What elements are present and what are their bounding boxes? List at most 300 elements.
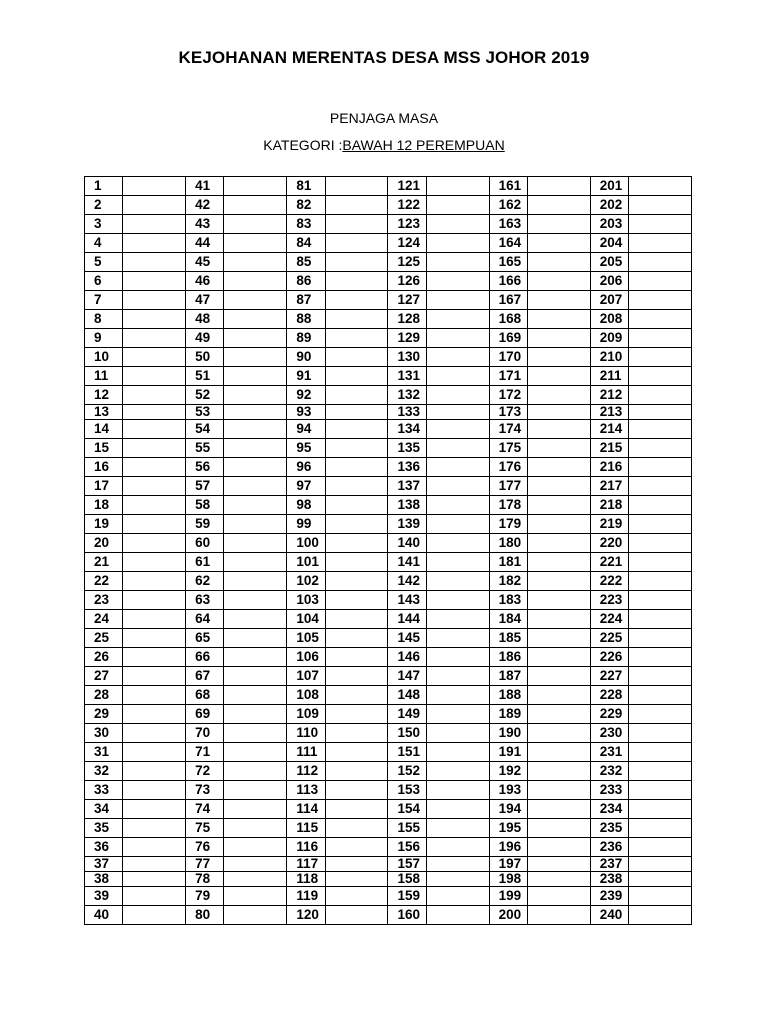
time-entry-cell[interactable]: [629, 405, 692, 420]
runner-number-cell: 224: [590, 610, 628, 629]
time-entry-cell[interactable]: [123, 534, 186, 553]
runner-number-cell: 147: [388, 667, 426, 686]
time-entry-cell[interactable]: [426, 329, 489, 348]
time-entry-cell[interactable]: [629, 667, 692, 686]
time-entry-cell[interactable]: [123, 367, 186, 386]
time-entry-cell[interactable]: [527, 667, 590, 686]
time-entry-cell[interactable]: [426, 272, 489, 291]
time-entry-cell[interactable]: [325, 196, 388, 215]
time-entry-cell[interactable]: [224, 553, 287, 572]
time-entry-cell[interactable]: [527, 515, 590, 534]
runner-number-cell: 20: [85, 534, 123, 553]
time-entry-cell[interactable]: [527, 887, 590, 906]
time-entry-cell[interactable]: [426, 800, 489, 819]
runner-number-cell: 99: [287, 515, 325, 534]
time-entry-cell[interactable]: [527, 310, 590, 329]
time-entry-cell[interactable]: [629, 610, 692, 629]
runner-number-cell: 218: [590, 496, 628, 515]
time-entry-cell[interactable]: [325, 629, 388, 648]
time-entry-cell[interactable]: [123, 629, 186, 648]
runner-number-cell: 117: [287, 857, 325, 872]
time-entry-cell[interactable]: [123, 348, 186, 367]
time-entry-cell[interactable]: [224, 838, 287, 857]
time-entry-cell[interactable]: [426, 686, 489, 705]
table-row: [85, 234, 692, 253]
runner-number-cell: 190: [489, 724, 527, 743]
time-entry-cell[interactable]: [325, 310, 388, 329]
runner-number-cell: 33: [85, 781, 123, 800]
time-entry-cell[interactable]: [123, 215, 186, 234]
time-entry-cell[interactable]: [629, 234, 692, 253]
time-entry-cell[interactable]: [426, 348, 489, 367]
time-entry-cell[interactable]: [629, 386, 692, 405]
runner-number-cell: 230: [590, 724, 628, 743]
time-entry-cell[interactable]: [123, 386, 186, 405]
time-entry-cell[interactable]: [527, 291, 590, 310]
time-entry-cell[interactable]: [325, 743, 388, 762]
time-entry-cell[interactable]: [325, 648, 388, 667]
time-entry-cell[interactable]: [325, 553, 388, 572]
time-entry-cell[interactable]: [629, 648, 692, 667]
runner-number-cell: 146: [388, 648, 426, 667]
runner-number-cell: 145: [388, 629, 426, 648]
time-entry-cell[interactable]: [629, 458, 692, 477]
time-entry-cell[interactable]: [325, 420, 388, 439]
time-entry-cell[interactable]: [224, 906, 287, 925]
time-entry-cell[interactable]: [123, 310, 186, 329]
time-entry-cell[interactable]: [224, 743, 287, 762]
time-entry-cell[interactable]: [325, 686, 388, 705]
runner-number-cell: 112: [287, 762, 325, 781]
table-row: [85, 857, 692, 872]
time-entry-cell[interactable]: [325, 405, 388, 420]
time-entry-cell[interactable]: [224, 420, 287, 439]
time-entry-cell[interactable]: [527, 648, 590, 667]
runner-number-cell: 204: [590, 234, 628, 253]
time-entry-cell[interactable]: [325, 800, 388, 819]
time-entry-cell[interactable]: [123, 800, 186, 819]
time-entry-cell[interactable]: [527, 329, 590, 348]
time-entry-cell[interactable]: [123, 177, 186, 196]
time-entry-cell[interactable]: [527, 906, 590, 925]
time-entry-cell[interactable]: [123, 329, 186, 348]
time-entry-cell[interactable]: [527, 386, 590, 405]
time-entry-cell[interactable]: [426, 781, 489, 800]
time-entry-cell[interactable]: [224, 686, 287, 705]
time-entry-cell[interactable]: [325, 291, 388, 310]
time-entry-cell[interactable]: [629, 215, 692, 234]
time-entry-cell[interactable]: [224, 367, 287, 386]
time-entry-cell[interactable]: [224, 215, 287, 234]
runner-number-cell: 80: [186, 906, 224, 925]
time-entry-cell[interactable]: [224, 534, 287, 553]
time-entry-cell[interactable]: [224, 177, 287, 196]
time-entry-cell[interactable]: [426, 857, 489, 872]
time-entry-cell[interactable]: [527, 458, 590, 477]
time-entry-cell[interactable]: [426, 439, 489, 458]
time-entry-cell[interactable]: [527, 253, 590, 272]
time-entry-cell[interactable]: [629, 196, 692, 215]
runner-number-cell: 13: [85, 405, 123, 420]
time-entry-cell[interactable]: [325, 477, 388, 496]
time-entry-cell[interactable]: [527, 196, 590, 215]
time-entry-cell[interactable]: [325, 386, 388, 405]
time-entry-cell[interactable]: [123, 648, 186, 667]
time-entry-cell[interactable]: [123, 496, 186, 515]
time-entry-cell[interactable]: [426, 405, 489, 420]
runner-number-cell: 70: [186, 724, 224, 743]
time-entry-cell[interactable]: [629, 477, 692, 496]
runner-number-cell: 50: [186, 348, 224, 367]
time-entry-cell[interactable]: [527, 724, 590, 743]
time-entry-cell[interactable]: [426, 667, 489, 686]
time-entry-cell[interactable]: [527, 591, 590, 610]
time-entry-cell[interactable]: [426, 572, 489, 591]
time-entry-cell[interactable]: [325, 234, 388, 253]
runner-number-cell: 91: [287, 367, 325, 386]
time-entry-cell[interactable]: [426, 762, 489, 781]
runner-number-cell: 239: [590, 887, 628, 906]
time-entry-cell[interactable]: [123, 686, 186, 705]
runner-number-cell: 158: [388, 872, 426, 887]
time-entry-cell[interactable]: [325, 762, 388, 781]
time-entry-cell[interactable]: [527, 838, 590, 857]
time-entry-cell[interactable]: [123, 705, 186, 724]
time-entry-cell[interactable]: [629, 762, 692, 781]
runner-number-cell: 21: [85, 553, 123, 572]
time-entry-cell[interactable]: [224, 648, 287, 667]
time-entry-cell[interactable]: [426, 367, 489, 386]
time-entry-cell[interactable]: [629, 629, 692, 648]
time-entry-cell[interactable]: [325, 177, 388, 196]
time-entry-cell[interactable]: [629, 439, 692, 458]
runner-number-cell: 115: [287, 819, 325, 838]
time-entry-cell[interactable]: [325, 329, 388, 348]
time-entry-cell[interactable]: [426, 648, 489, 667]
time-entry-cell[interactable]: [224, 272, 287, 291]
time-entry-cell[interactable]: [527, 610, 590, 629]
time-entry-cell[interactable]: [426, 177, 489, 196]
time-entry-cell[interactable]: [426, 534, 489, 553]
time-entry-cell[interactable]: [224, 610, 287, 629]
time-entry-cell[interactable]: [325, 496, 388, 515]
runner-number-cell: 219: [590, 515, 628, 534]
runner-number-cell: 29: [85, 705, 123, 724]
time-entry-cell[interactable]: [629, 686, 692, 705]
runner-number-cell: 228: [590, 686, 628, 705]
table-row: [85, 887, 692, 906]
time-entry-cell[interactable]: [629, 420, 692, 439]
time-entry-cell[interactable]: [629, 743, 692, 762]
time-entry-cell[interactable]: [527, 800, 590, 819]
time-entry-cell[interactable]: [426, 872, 489, 887]
time-entry-cell[interactable]: [426, 629, 489, 648]
time-entry-cell[interactable]: [123, 405, 186, 420]
time-entry-cell[interactable]: [426, 610, 489, 629]
time-entry-cell[interactable]: [224, 762, 287, 781]
time-entry-cell[interactable]: [527, 819, 590, 838]
time-entry-cell[interactable]: [527, 477, 590, 496]
time-entry-cell[interactable]: [426, 553, 489, 572]
runner-number-cell: 173: [489, 405, 527, 420]
time-entry-cell[interactable]: [629, 329, 692, 348]
time-entry-cell[interactable]: [325, 458, 388, 477]
time-entry-cell[interactable]: [123, 591, 186, 610]
time-entry-cell[interactable]: [224, 405, 287, 420]
time-entry-cell[interactable]: [426, 887, 489, 906]
time-entry-cell[interactable]: [325, 667, 388, 686]
time-entry-cell[interactable]: [224, 819, 287, 838]
time-entry-cell[interactable]: [629, 724, 692, 743]
runner-number-cell: 51: [186, 367, 224, 386]
time-entry-cell[interactable]: [527, 762, 590, 781]
time-entry-cell[interactable]: [224, 477, 287, 496]
time-entry-cell[interactable]: [629, 572, 692, 591]
time-entry-cell[interactable]: [224, 348, 287, 367]
runner-number-cell: 55: [186, 439, 224, 458]
time-entry-cell[interactable]: [325, 857, 388, 872]
runner-number-cell: 229: [590, 705, 628, 724]
runner-number-cell: 220: [590, 534, 628, 553]
runner-number-cell: 166: [489, 272, 527, 291]
time-entry-cell[interactable]: [325, 872, 388, 887]
time-entry-cell[interactable]: [527, 367, 590, 386]
time-entry-cell[interactable]: [527, 572, 590, 591]
runner-number-cell: 120: [287, 906, 325, 925]
time-entry-cell[interactable]: [629, 177, 692, 196]
time-entry-cell[interactable]: [629, 553, 692, 572]
time-entry-cell[interactable]: [123, 887, 186, 906]
time-entry-cell[interactable]: [224, 781, 287, 800]
time-entry-cell[interactable]: [629, 872, 692, 887]
time-entry-cell[interactable]: [325, 439, 388, 458]
time-entry-cell[interactable]: [527, 272, 590, 291]
time-entry-cell[interactable]: [629, 800, 692, 819]
time-entry-cell[interactable]: [123, 515, 186, 534]
runner-number-cell: 119: [287, 887, 325, 906]
time-entry-cell[interactable]: [224, 667, 287, 686]
time-entry-cell[interactable]: [527, 743, 590, 762]
time-entry-cell[interactable]: [527, 405, 590, 420]
time-entry-cell[interactable]: [426, 386, 489, 405]
time-entry-cell[interactable]: [224, 458, 287, 477]
runner-number-cell: 200: [489, 906, 527, 925]
runner-number-cell: 225: [590, 629, 628, 648]
time-entry-cell[interactable]: [527, 686, 590, 705]
time-entry-cell[interactable]: [224, 800, 287, 819]
time-entry-cell[interactable]: [629, 348, 692, 367]
time-entry-cell[interactable]: [224, 310, 287, 329]
time-entry-cell[interactable]: [426, 515, 489, 534]
runner-number-cell: 221: [590, 553, 628, 572]
time-entry-cell[interactable]: [426, 705, 489, 724]
time-entry-cell[interactable]: [426, 591, 489, 610]
time-entry-cell[interactable]: [123, 234, 186, 253]
runner-number-cell: 201: [590, 177, 628, 196]
time-entry-cell[interactable]: [325, 781, 388, 800]
time-entry-cell[interactable]: [123, 458, 186, 477]
time-entry-cell[interactable]: [527, 496, 590, 515]
time-entry-cell[interactable]: [629, 857, 692, 872]
timekeeper-table-body: [85, 177, 692, 925]
time-entry-cell[interactable]: [123, 838, 186, 857]
time-entry-cell[interactable]: [325, 215, 388, 234]
time-entry-cell[interactable]: [629, 781, 692, 800]
runner-number-cell: 187: [489, 667, 527, 686]
time-entry-cell[interactable]: [426, 906, 489, 925]
time-entry-cell[interactable]: [325, 272, 388, 291]
runner-number-cell: 26: [85, 648, 123, 667]
time-entry-cell[interactable]: [527, 439, 590, 458]
time-entry-cell[interactable]: [123, 872, 186, 887]
time-entry-cell[interactable]: [224, 253, 287, 272]
time-entry-cell[interactable]: [629, 591, 692, 610]
time-entry-cell[interactable]: [527, 420, 590, 439]
time-entry-cell[interactable]: [629, 515, 692, 534]
time-entry-cell[interactable]: [224, 629, 287, 648]
time-entry-cell[interactable]: [527, 705, 590, 724]
time-entry-cell[interactable]: [224, 724, 287, 743]
runner-number-cell: 87: [287, 291, 325, 310]
time-entry-cell[interactable]: [325, 610, 388, 629]
time-entry-cell[interactable]: [123, 420, 186, 439]
time-entry-cell[interactable]: [123, 667, 186, 686]
time-entry-cell[interactable]: [224, 386, 287, 405]
time-entry-cell[interactable]: [123, 906, 186, 925]
time-entry-cell[interactable]: [527, 234, 590, 253]
runner-number-cell: 195: [489, 819, 527, 838]
time-entry-cell[interactable]: [325, 591, 388, 610]
time-entry-cell[interactable]: [527, 872, 590, 887]
time-entry-cell[interactable]: [224, 872, 287, 887]
time-entry-cell[interactable]: [325, 705, 388, 724]
time-entry-cell[interactable]: [123, 196, 186, 215]
runner-number-cell: 113: [287, 781, 325, 800]
time-entry-cell[interactable]: [426, 196, 489, 215]
time-entry-cell[interactable]: [224, 705, 287, 724]
time-entry-cell[interactable]: [426, 496, 489, 515]
time-entry-cell[interactable]: [629, 838, 692, 857]
time-entry-cell[interactable]: [629, 887, 692, 906]
time-entry-cell[interactable]: [629, 705, 692, 724]
time-entry-cell[interactable]: [325, 838, 388, 857]
time-entry-cell[interactable]: [325, 887, 388, 906]
time-entry-cell[interactable]: [629, 253, 692, 272]
time-entry-cell[interactable]: [224, 887, 287, 906]
time-entry-cell[interactable]: [527, 553, 590, 572]
time-entry-cell[interactable]: [224, 572, 287, 591]
time-entry-cell[interactable]: [629, 496, 692, 515]
time-entry-cell[interactable]: [426, 458, 489, 477]
time-entry-cell[interactable]: [629, 367, 692, 386]
time-entry-cell[interactable]: [527, 215, 590, 234]
time-entry-cell[interactable]: [224, 439, 287, 458]
time-entry-cell[interactable]: [426, 310, 489, 329]
runner-number-cell: 178: [489, 496, 527, 515]
time-entry-cell[interactable]: [629, 291, 692, 310]
time-entry-cell[interactable]: [123, 253, 186, 272]
time-entry-cell[interactable]: [426, 477, 489, 496]
time-entry-cell[interactable]: [426, 234, 489, 253]
time-entry-cell[interactable]: [325, 348, 388, 367]
time-entry-cell[interactable]: [123, 572, 186, 591]
time-entry-cell[interactable]: [123, 477, 186, 496]
time-entry-cell[interactable]: [527, 857, 590, 872]
time-entry-cell[interactable]: [224, 234, 287, 253]
time-entry-cell[interactable]: [123, 439, 186, 458]
runner-number-cell: 202: [590, 196, 628, 215]
time-entry-cell[interactable]: [123, 291, 186, 310]
time-entry-cell[interactable]: [629, 534, 692, 553]
time-entry-cell[interactable]: [426, 819, 489, 838]
time-entry-cell[interactable]: [123, 272, 186, 291]
time-entry-cell[interactable]: [224, 515, 287, 534]
table-row: [85, 610, 692, 629]
time-entry-cell[interactable]: [224, 857, 287, 872]
time-entry-cell[interactable]: [527, 534, 590, 553]
time-entry-cell[interactable]: [426, 838, 489, 857]
time-entry-cell[interactable]: [325, 534, 388, 553]
time-entry-cell[interactable]: [325, 819, 388, 838]
time-entry-cell[interactable]: [527, 348, 590, 367]
table-row: [85, 420, 692, 439]
time-entry-cell[interactable]: [426, 743, 489, 762]
time-entry-cell[interactable]: [123, 819, 186, 838]
runner-number-cell: 223: [590, 591, 628, 610]
runner-number-cell: 97: [287, 477, 325, 496]
runner-number-cell: 186: [489, 648, 527, 667]
time-entry-cell[interactable]: [426, 420, 489, 439]
time-entry-cell[interactable]: [224, 291, 287, 310]
time-entry-cell[interactable]: [325, 253, 388, 272]
time-entry-cell[interactable]: [224, 196, 287, 215]
time-entry-cell[interactable]: [426, 724, 489, 743]
time-entry-cell[interactable]: [629, 819, 692, 838]
time-entry-cell[interactable]: [527, 629, 590, 648]
time-entry-cell[interactable]: [426, 291, 489, 310]
time-entry-cell[interactable]: [426, 253, 489, 272]
time-entry-cell[interactable]: [325, 906, 388, 925]
time-entry-cell[interactable]: [123, 781, 186, 800]
time-entry-cell[interactable]: [224, 329, 287, 348]
document-subtitle: PENJAGA MASA: [329, 110, 439, 126]
time-entry-cell[interactable]: [527, 177, 590, 196]
table-row: [85, 648, 692, 667]
time-entry-cell[interactable]: [123, 610, 186, 629]
time-entry-cell[interactable]: [325, 367, 388, 386]
time-entry-cell[interactable]: [224, 591, 287, 610]
time-entry-cell[interactable]: [426, 215, 489, 234]
time-entry-cell[interactable]: [527, 781, 590, 800]
time-entry-cell[interactable]: [123, 553, 186, 572]
time-entry-cell[interactable]: [123, 857, 186, 872]
time-entry-cell[interactable]: [123, 743, 186, 762]
time-entry-cell[interactable]: [224, 496, 287, 515]
time-entry-cell[interactable]: [629, 906, 692, 925]
time-entry-cell[interactable]: [629, 272, 692, 291]
table-row: [85, 800, 692, 819]
runner-number-cell: 61: [186, 553, 224, 572]
time-entry-cell[interactable]: [325, 515, 388, 534]
time-entry-cell[interactable]: [123, 724, 186, 743]
time-entry-cell[interactable]: [325, 572, 388, 591]
runner-number-cell: 63: [186, 591, 224, 610]
runner-number-cell: 211: [590, 367, 628, 386]
time-entry-cell[interactable]: [629, 310, 692, 329]
runner-number-cell: 132: [388, 386, 426, 405]
time-entry-cell[interactable]: [325, 724, 388, 743]
time-entry-cell[interactable]: [123, 762, 186, 781]
